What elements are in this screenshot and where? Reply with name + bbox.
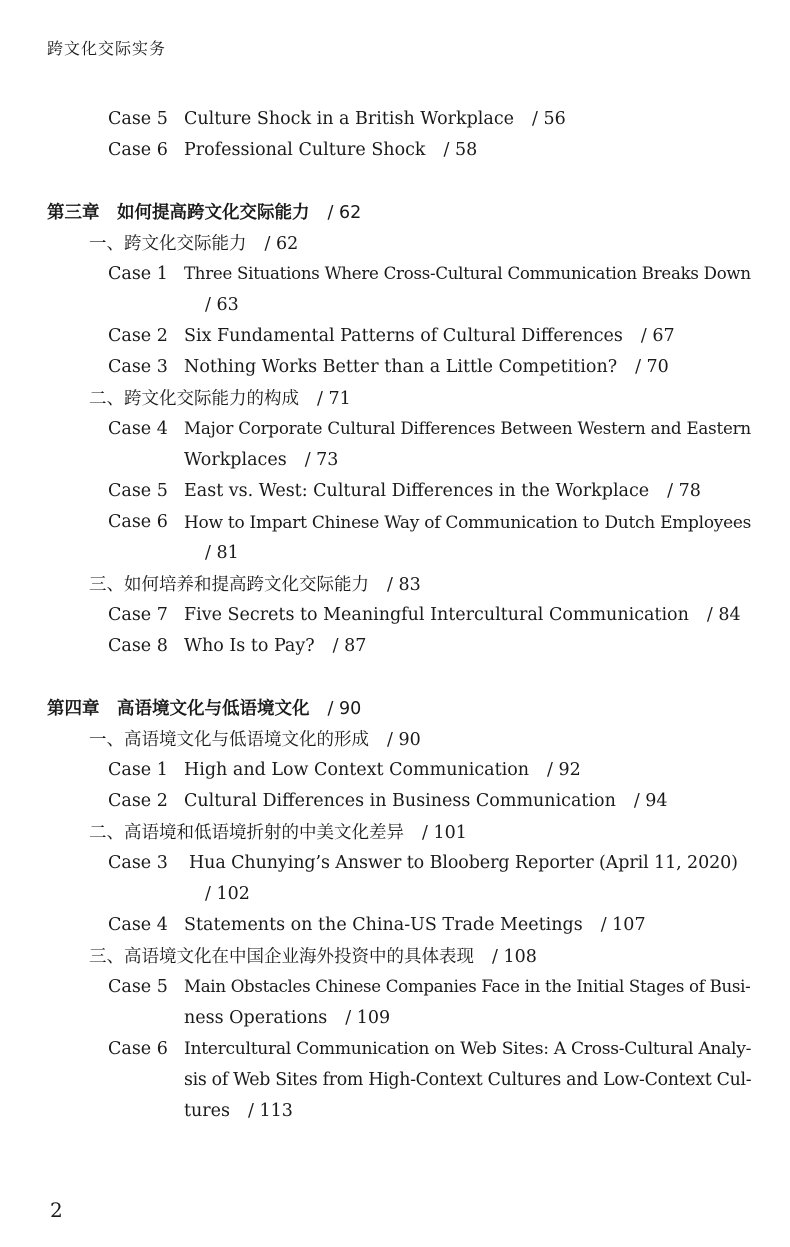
page-ref: / 84 — [706, 605, 741, 625]
case-label: Case 4 — [108, 915, 168, 935]
page-ref: / 109 — [345, 1008, 391, 1028]
page-ref: / 62 — [327, 203, 362, 223]
case-label: Case 6 — [108, 512, 168, 532]
page-ref: / 90 — [327, 699, 362, 719]
case-title: Major Corporate Cultural Differences Between Western and Eastern — [184, 419, 751, 438]
case-title: Who Is to Pay? / 87 — [184, 636, 367, 656]
page-ref: / 78 — [667, 481, 701, 501]
page-ref: / 113 — [248, 1101, 293, 1121]
page-ref: / 62 — [264, 234, 299, 254]
case-label: Case 3 — [108, 853, 168, 873]
section-heading: 一、跨文化交际能力 / 62 — [89, 234, 299, 254]
running-head: 跨文化交际实务 — [47, 39, 167, 58]
case-title: Six Fundamental Patterns of Cultural Differences / 67 — [184, 326, 675, 346]
case-title-continued: Workplaces / 73 — [184, 450, 339, 470]
page-ref: / 94 — [633, 791, 668, 811]
case-title-continued: sis of Web Sites from High-Context Cultures and Low-Context Cul- — [184, 1070, 752, 1090]
page-ref: / 101 — [422, 823, 467, 843]
case-title: Culture Shock in a British Workplace / 56 — [184, 109, 566, 129]
case-title: How to Impart Chinese Way of Communication to Dutch Employees — [184, 512, 752, 532]
page-ref: / 56 — [532, 109, 566, 129]
case-title: Main Obstacles Chinese Companies Face in the Initial Stages of Busi- — [184, 977, 751, 996]
case-title: Intercultural Communication on Web Sites: A Cross-Cultural Analy- — [184, 1039, 752, 1059]
case-label: Case 2 — [108, 791, 168, 811]
section-heading: 三、高语境文化在中国企业海外投资中的具体表现 / 108 — [89, 947, 537, 967]
section-heading: 二、跨文化交际能力的构成 / 71 — [89, 389, 351, 409]
case-label: Case 2 — [108, 326, 168, 346]
case-label: Case 4 — [108, 419, 168, 439]
section-heading: 三、如何培养和提高跨文化交际能力 / 83 — [89, 575, 421, 595]
page-ref: / 70 — [635, 357, 669, 377]
case-label: Case 6 — [108, 140, 168, 160]
case-title: Five Secrets to Meaningful Intercultural Communication / 84 — [184, 605, 741, 625]
page-ref: / 92 — [547, 760, 581, 780]
page-ref: / 71 — [317, 389, 351, 409]
chapter-heading: 第三章 如何提高跨文化交际能力 / 62 — [47, 203, 362, 223]
case-title: Nothing Works Better than a Little Competition? / 70 — [184, 357, 669, 377]
case-title: High and Low Context Communication / 92 — [184, 760, 581, 780]
case-title: Statements on the China-US Trade Meetings / 107 — [184, 915, 646, 935]
case-label: Case 7 — [108, 605, 168, 625]
case-title: Cultural Differences in Business Communication / 94 — [184, 791, 668, 811]
case-label: Case 1 — [108, 760, 168, 780]
page-ref: / 102 — [205, 884, 250, 904]
case-title: Professional Culture Shock / 58 — [184, 140, 478, 160]
case-title: Hua Chunying’s Answer to Blooberg Reporter (April 11, 2020) — [189, 853, 738, 873]
page-ref: / 81 — [205, 543, 239, 563]
page-ref: / 73 — [304, 450, 339, 470]
page-ref: / 87 — [332, 636, 367, 656]
page-ref: / 67 — [640, 326, 675, 346]
page-ref: / 58 — [443, 140, 478, 160]
page-ref: / 90 — [387, 730, 421, 750]
page-ref: / 107 — [600, 915, 646, 935]
case-label: Case 5 — [108, 109, 168, 129]
case-label: Case 5 — [108, 977, 168, 997]
case-label: Case 3 — [108, 357, 168, 377]
page-ref: / 63 — [205, 295, 239, 315]
case-label: Case 1 — [108, 264, 168, 284]
case-title-continued: tures / 113 — [184, 1101, 293, 1121]
case-label: Case 5 — [108, 481, 168, 501]
page-ref: / 108 — [492, 947, 537, 967]
case-title: East vs. West: Cultural Differences in the Workplace / 78 — [184, 481, 701, 501]
section-heading: 二、高语境和低语境折射的中美文化差异 / 101 — [89, 823, 467, 843]
section-heading: 一、高语境文化与低语境文化的形成 / 90 — [89, 730, 421, 750]
page-number: 2 — [50, 1198, 63, 1222]
page-ref: / 83 — [387, 575, 421, 595]
case-label: Case 6 — [108, 1039, 168, 1059]
case-title-continued: ness Operations / 109 — [184, 1008, 391, 1028]
case-title: Three Situations Where Cross-Cultural Communication Breaks Down — [184, 264, 751, 283]
chapter-heading: 第四章 高语境文化与低语境文化 / 90 — [47, 699, 362, 719]
case-label: Case 8 — [108, 636, 168, 656]
